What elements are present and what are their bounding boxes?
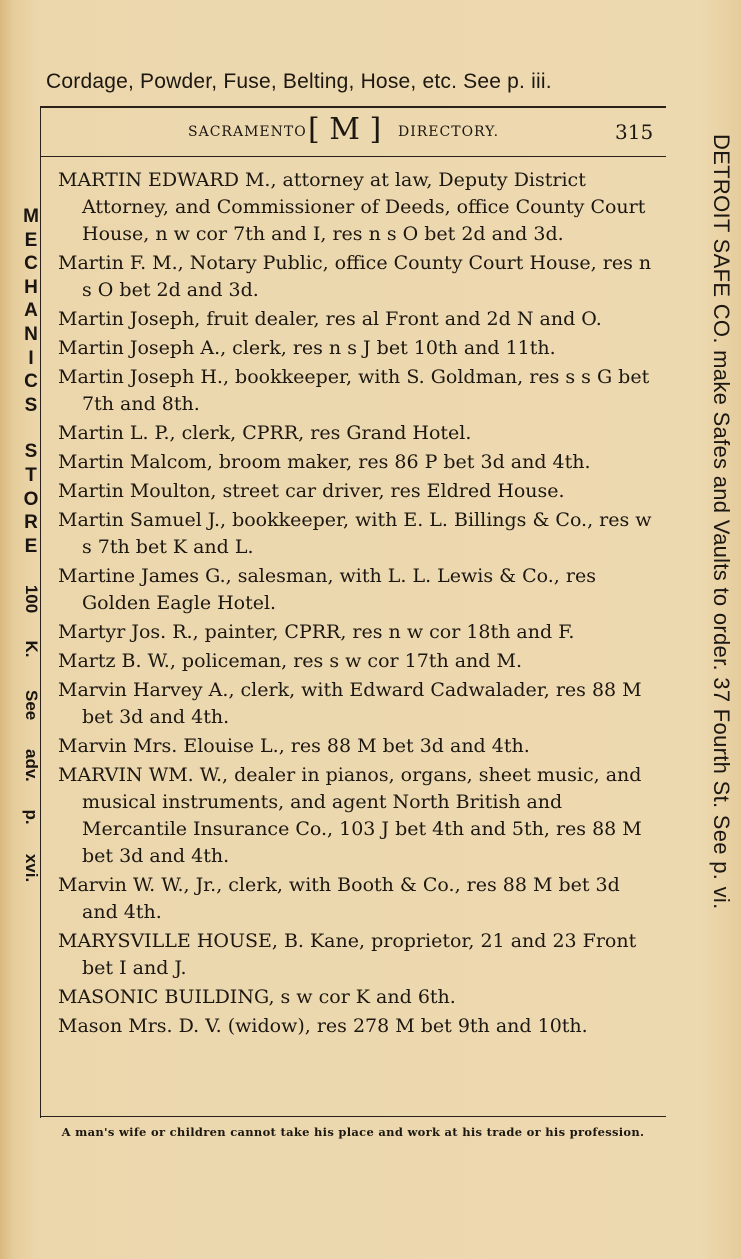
- side-left-letter: S: [24, 441, 38, 463]
- side-left-letter: A: [24, 300, 38, 322]
- side-left-letter: O: [23, 488, 39, 510]
- directory-entry: Marvin W. W., Jr., clerk, with Booth & Co., res 88 M bet 3d and 4th.: [58, 874, 620, 923]
- side-left-letter: C: [24, 253, 38, 275]
- directory-entry: MARVIN WM. W., dealer in pianos, organs, sheet music, and musical instruments, and agent North British and Mercantile Insurance Co., 103 J bet 4th and 5th, res 88 M bet 3d and 4th.: [58, 764, 642, 867]
- directory-entry: Martin L. P., clerk, CPRR, res Grand Hotel.: [58, 422, 472, 444]
- side-left-letter: T: [25, 464, 37, 486]
- side-left-word: adv.: [22, 749, 41, 783]
- directory-entry: Martz B. W., policeman, res s w cor 17th and M.: [58, 650, 522, 672]
- side-left-letter: S: [24, 394, 38, 416]
- side-left-gap: [16, 617, 46, 635]
- directory-entry: Martin Joseph H., bookkeeper, with S. Goldman, res s s G bet 7th and 8th.: [58, 366, 650, 415]
- side-left-letter: H: [24, 276, 38, 298]
- side-left-word: See: [22, 690, 41, 721]
- directory-entries: [58, 167, 658, 1042]
- side-left-word: p.: [22, 809, 41, 825]
- side-left-letter: N: [24, 323, 38, 345]
- directory-entry: Marvin Mrs. Elouise L., res 88 M bet 3d and 4th.: [58, 735, 530, 757]
- directory-entry: Martin Joseph, fruit dealer, res al Front and 2d N and O.: [58, 308, 602, 330]
- side-left-gap: [16, 417, 46, 440]
- directory-entry: Martin Samuel J., bookkeeper, with E. L. Billings & Co., res w s 7th bet K and L.: [58, 509, 652, 558]
- running-header: [40, 112, 666, 157]
- directory-entry: Marvin Harvey A., clerk, with Edward Cadwalader, res 88 M bet 3d and 4th.: [58, 679, 642, 728]
- side-left-gap: [16, 558, 46, 581]
- side-left-letter: C: [24, 371, 38, 393]
- bottom-rule: [40, 1116, 666, 1117]
- side-left-letter: R: [24, 512, 38, 534]
- side-left-letter: I: [28, 347, 34, 369]
- directory-entry: Martine James G., salesman, with L. L. Lewis & Co., res Golden Eagle Hotel.: [58, 565, 596, 614]
- directory-entry: Martin Joseph A., clerk, res n s J bet 10th and 11th.: [58, 337, 556, 359]
- directory-entry: Mason Mrs. D. V. (widow), res 278 M bet 9th and 10th.: [58, 1015, 588, 1037]
- directory-entry: Martin Moulton, street car driver, res Eldred House.: [58, 480, 565, 502]
- side-left-gap: [16, 725, 46, 739]
- side-left-gap: [16, 663, 46, 685]
- side-left-letter: M: [23, 206, 39, 227]
- page-number: 315: [615, 120, 654, 144]
- directory-entry: Martin Malcom, broom maker, res 86 P bet 3d and 4th.: [58, 451, 591, 473]
- side-left-gap: [16, 831, 46, 845]
- side-left-letter: E: [24, 535, 38, 557]
- header-directory: DIRECTORY.: [398, 124, 500, 140]
- footer-motto: A man's wife or children cannot take his place and work at his trade or his profession.: [61, 1125, 645, 1139]
- top-advertisement: Cordage, Powder, Fuse, Belting, Hose, etc. See p. iii.: [46, 70, 552, 93]
- right-margin-advertisement: DETROIT SAFE CO. make Safes and Vaults to order. 37 Fourth St. See p. vi.: [709, 134, 734, 910]
- side-left-word: 100: [22, 585, 41, 614]
- directory-entry: MASONIC BUILDING, s w cor K and 6th.: [58, 986, 456, 1008]
- side-left-word: xvi.: [22, 854, 41, 883]
- side-left-letter: E: [24, 229, 38, 251]
- side-left-word: K.: [22, 640, 41, 658]
- header-city: SACRAMENTO: [188, 124, 307, 140]
- directory-entry: MARYSVILLE HOUSE, B. Kane, proprietor, 21 and 23 Front bet I and J.: [58, 930, 637, 979]
- header-letter: [ M ]: [308, 112, 382, 147]
- directory-entry: Martyr Jos. R., painter, CPRR, res n w cor 18th and F.: [58, 621, 575, 643]
- directory-entry: MARTIN EDWARD M., attorney at law, Deputy District Attorney, and Commissioner of Deeds, office County Court House, n w cor 7th and I, res n s O bet 2d and 3d.: [58, 169, 646, 245]
- left-margin-advertisement: [16, 205, 46, 891]
- directory-entry: Martin F. M., Notary Public, office County Court House, res n s O bet 2d and 3d.: [58, 252, 652, 301]
